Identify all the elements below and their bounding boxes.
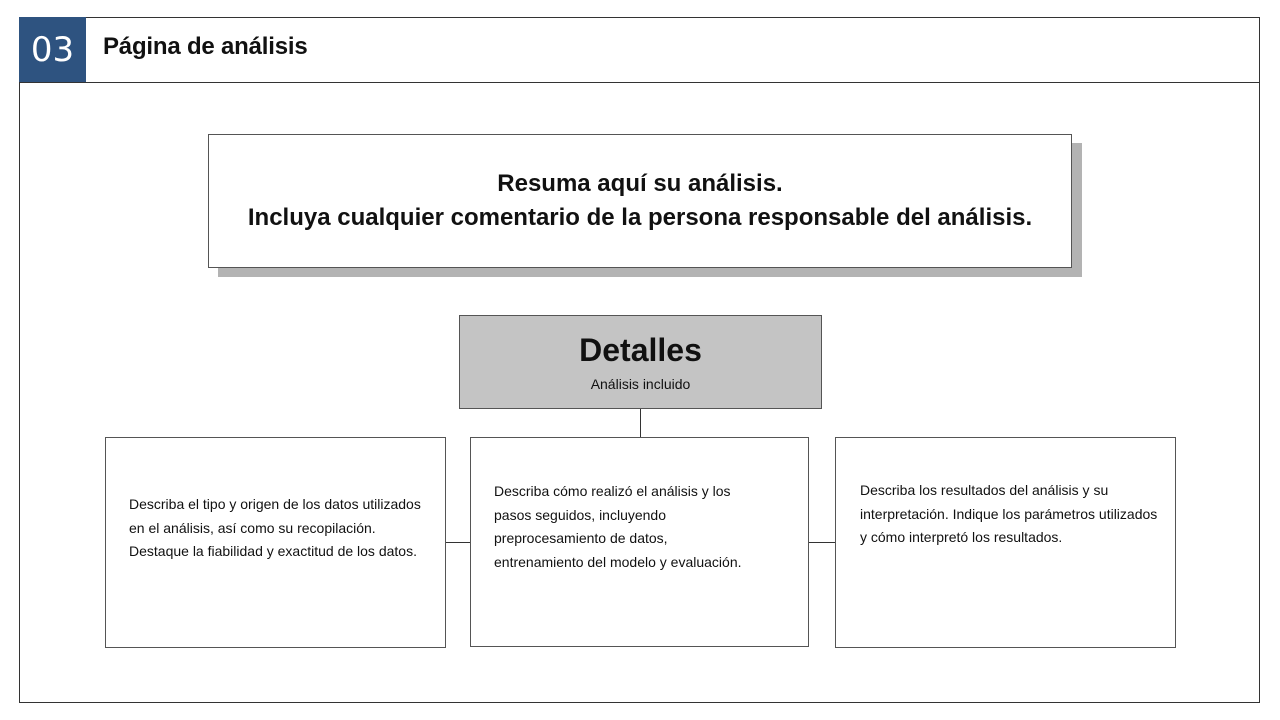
card-results-text (860, 479, 1157, 550)
card-methodology-text (494, 480, 742, 574)
section-number-badge (19, 17, 86, 83)
card-line: entrenamiento del modelo y evaluación. (494, 553, 742, 570)
card-line: interpretación. Indique los parámetros utilizados (860, 505, 1158, 522)
connector-details-to-center (640, 409, 641, 437)
connector-center-to-right (808, 542, 835, 543)
summary-line-2: Incluya cualquier comentario de la persona responsable del análisis. (247, 204, 1033, 231)
card-line: Destaque la fiabilidad y exactitud de los datos. (129, 543, 417, 559)
card-line: Describa cómo realizó el análisis y los (494, 483, 731, 499)
card-line: Describa el tipo y origen de los datos utilizados (129, 496, 421, 512)
details-box (459, 315, 822, 409)
connector-left-to-center (445, 542, 470, 543)
card-data-source-text (129, 493, 421, 564)
card-line: preprocesamiento de datos, (494, 530, 668, 546)
card-line: en el análisis, así como su recopilación. (129, 519, 376, 536)
card-line: Describa los resultados del análisis y su (860, 482, 1109, 498)
card-line: pasos seguidos, incluyendo (494, 506, 667, 523)
details-subtitle: Análisis incluido (590, 376, 691, 392)
section-number: 03 (30, 30, 75, 70)
summary-line-1: Resuma aquí su análisis. (497, 170, 783, 197)
header-divider (19, 82, 1260, 83)
details-title: Detalles (579, 332, 702, 368)
summary-box (208, 134, 1072, 268)
page-title: Página de análisis (103, 33, 308, 60)
card-line: y cómo interpretó los resultados. (860, 529, 1063, 545)
